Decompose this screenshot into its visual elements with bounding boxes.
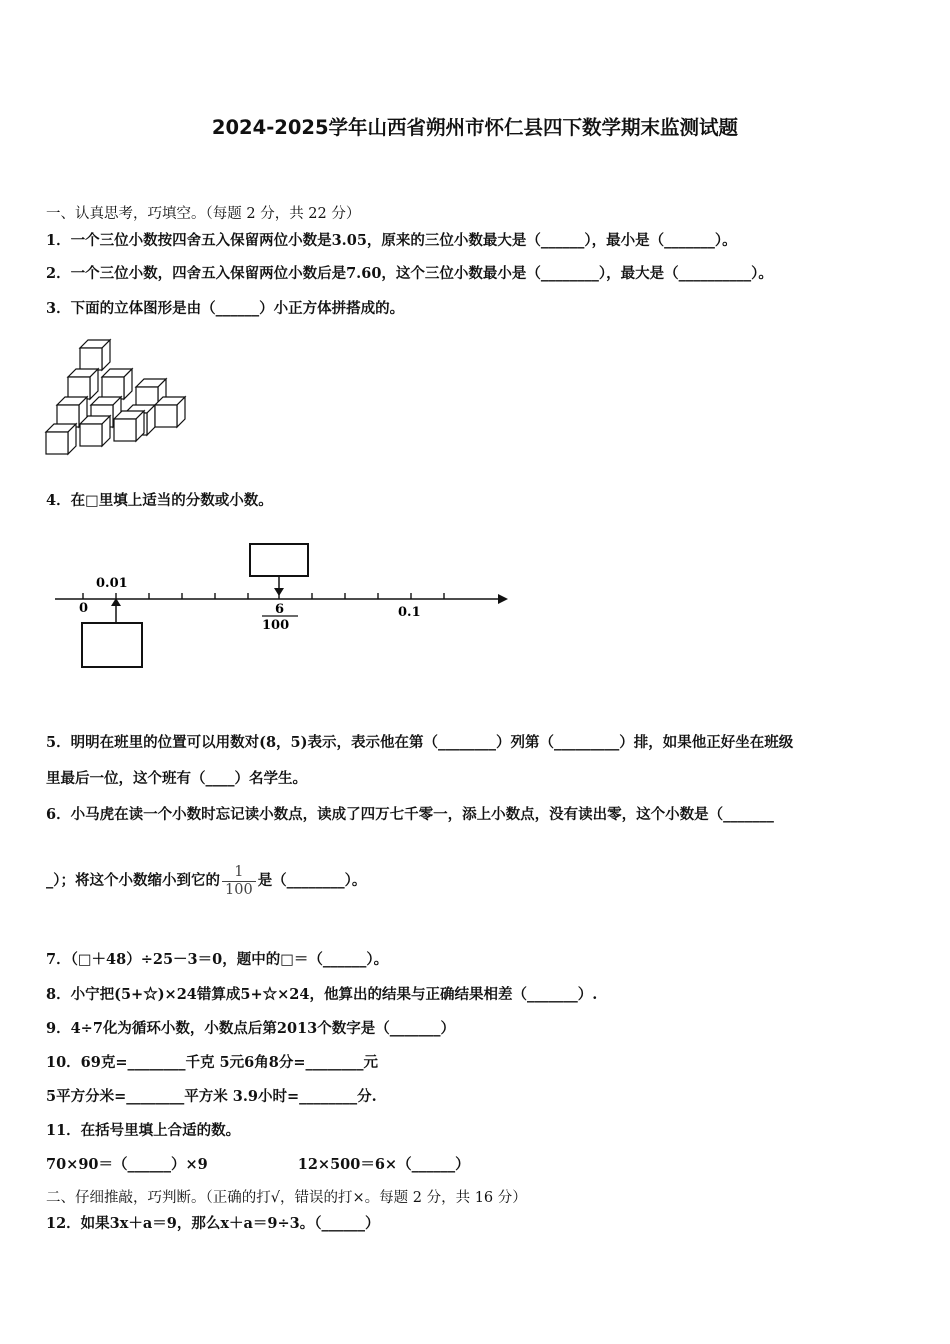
question-11-part-b: 12×500＝6×（______） — [297, 1156, 470, 1173]
cube — [155, 397, 185, 427]
question-11-parts — [46, 1153, 470, 1174]
question-9: 9．4÷7化为循环小数，小数点后第2013个数字是（_______） — [46, 1020, 456, 1037]
question-1: 1．一个三位小数按四舍五入保留两位小数是3.05，原来的三位小数最大是（______），最小是（_______）。 — [46, 232, 737, 249]
question-12: 12．如果3x＋a＝9，那么x＋a＝9÷3。（______） — [46, 1215, 380, 1232]
question-6-line-1: 6．小马虎在读一个小数时忘记读小数点，读成了四万七千零一，添上小数点，没有读出零，这个小数是（_______ — [46, 806, 774, 823]
label-0-1: 0.1 — [398, 605, 421, 620]
cube — [114, 411, 144, 441]
label-0-01: 0.01 — [96, 576, 128, 591]
cube — [80, 340, 110, 370]
number-line-figure — [50, 540, 510, 675]
question-7: 7．（□＋48）÷25－3＝0，题中的□＝（______）。 — [46, 951, 389, 968]
cube — [68, 369, 98, 399]
answer-box-bottom — [82, 623, 142, 667]
question-11-part-a: 70×90＝（______）×9 — [46, 1156, 208, 1173]
cube — [102, 369, 132, 399]
cube — [46, 424, 76, 454]
section-heading-1: 一、认真思考，巧填空。（每题 2 分，共 22 分） — [46, 206, 361, 222]
question-10-line-1: 10．69克=________千克 5元6角8分=________元 — [46, 1054, 378, 1071]
question-6-line-2 — [46, 864, 366, 898]
question-3: 3．下面的立体图形是由（______）小正方体拼搭成的。 — [46, 300, 405, 317]
fraction-denominator: 100 — [262, 618, 290, 633]
question-4: 4．在□里填上适当的分数或小数。 — [46, 492, 273, 509]
section-heading-2: 二、仔细推敲，巧判断。（正确的打√，错误的打×。每题 2 分，共 16 分） — [46, 1190, 527, 1206]
fraction-den: 100 — [222, 881, 256, 899]
question-6-text-before: _）；将这个小数缩小到它的 — [46, 872, 220, 890]
fraction-one-hundredth — [222, 864, 256, 898]
question-5-line-1: 5．明明在班里的位置可以用数对(8，5)表示，表示他在第（________）列第（_________）排，如果他正好坐在班级 — [46, 734, 794, 751]
fraction-num: 1 — [234, 864, 244, 880]
page-title: 2024-2025学年山西省朔州市怀仁县四下数学期末监测试题 — [211, 116, 739, 139]
question-8: 8．小宁把(5+☆)×24错算成5+☆×24，他算出的结果与正确结果相差（_______）. — [46, 986, 598, 1003]
fraction-numerator: 6 — [275, 602, 285, 617]
tick-marks — [83, 593, 444, 599]
answer-box-top — [250, 544, 308, 576]
question-11: 11．在括号里填上合适的数。 — [46, 1122, 241, 1139]
question-6-text-after: 是（________）。 — [257, 872, 367, 890]
cube-stack-figure — [40, 335, 190, 460]
question-2: 2．一个三位小数，四舍五入保留两位小数后是7.60，这个三位小数最小是（________），最大是（__________）。 — [46, 265, 773, 282]
question-5-line-2: 里最后一位，这个班有（____）名学生。 — [46, 770, 307, 787]
question-10-line-2: 5平方分米=________平方米 3.9小时=________分. — [46, 1088, 377, 1105]
label-0: 0 — [79, 601, 89, 616]
axis-arrowhead — [498, 594, 508, 604]
cube — [80, 416, 110, 446]
